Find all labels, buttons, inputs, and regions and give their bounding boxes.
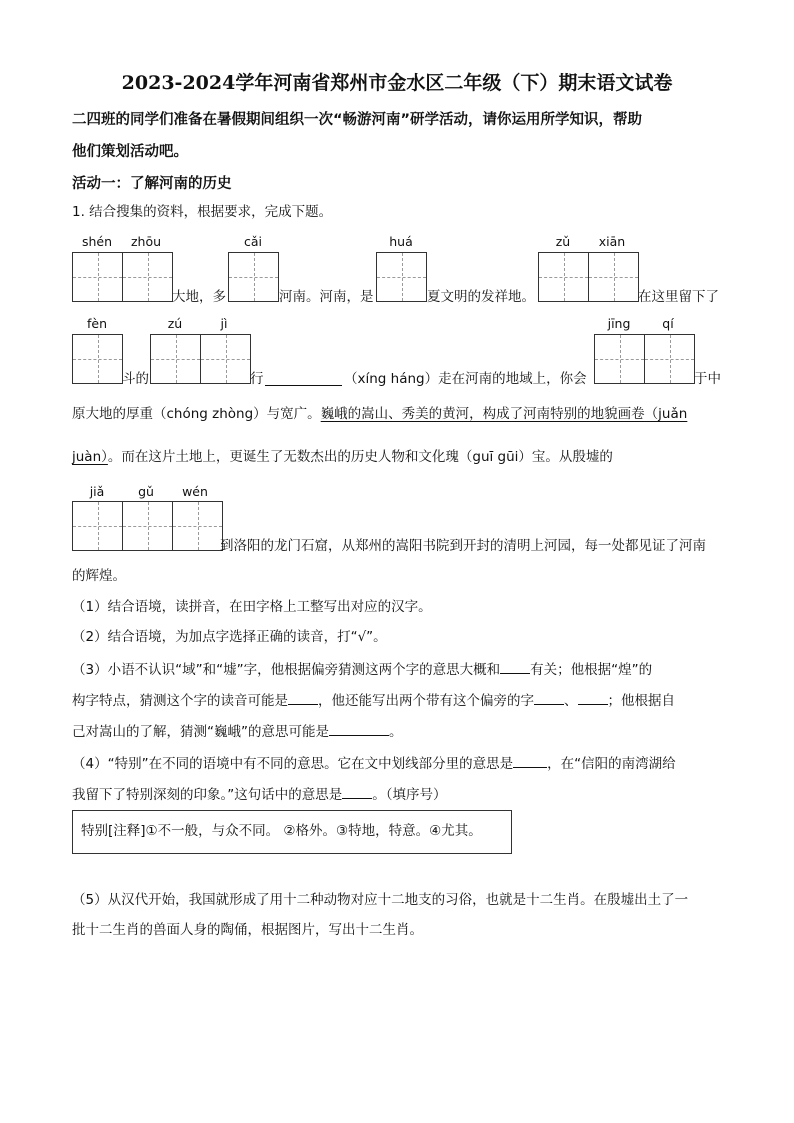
passage-line bbox=[72, 404, 687, 424]
pinyin-fen: fèn bbox=[86, 316, 107, 331]
answer-blank[interactable] bbox=[500, 659, 530, 674]
passage-text: 行 bbox=[250, 371, 264, 387]
intro-line-2: 他们策划活动吧。 bbox=[72, 144, 188, 160]
passage-text: 大地，多 bbox=[172, 289, 226, 305]
subquestion-2: （2）结合语境，为加点字选择正确的读音，打“√”。 bbox=[72, 629, 387, 645]
pinyin-ji: jì bbox=[220, 316, 228, 331]
q-text: 己对嵩山的了解，猜测“巍峨”的意思可能是 bbox=[72, 724, 329, 740]
pinyin-qi: qí bbox=[662, 316, 674, 331]
passage-text: 河南。河南，是 bbox=[279, 289, 374, 305]
answer-blank[interactable] bbox=[329, 721, 389, 736]
tianzige-zuji[interactable] bbox=[150, 334, 251, 384]
intro-line-1: 二四班的同学们准备在暑假期间组织一次“畅游河南”研学活动，请你运用所学知识，帮助 bbox=[72, 112, 643, 128]
tianzige-zuxian[interactable] bbox=[538, 252, 639, 302]
passage-line bbox=[72, 447, 613, 467]
tianzige-jiaguwen[interactable] bbox=[72, 501, 223, 551]
pinyin-zu2: zú bbox=[167, 316, 183, 331]
pinyin-zhou: zhōu bbox=[130, 234, 162, 249]
tianzige-cai[interactable] bbox=[228, 252, 279, 302]
subquestion-3-line-3 bbox=[72, 721, 403, 742]
tianzige-hua[interactable] bbox=[376, 252, 427, 302]
passage-text: 。而在这片土地上，更诞生了无数杰出的历史人物和文化瑰（guī gūi）宝。从殷墟的 bbox=[107, 449, 613, 465]
answer-blank[interactable] bbox=[288, 690, 318, 705]
subquestion-3 bbox=[72, 659, 652, 680]
question-1-prompt: 1. 结合搜集的资料，根据要求，完成下题。 bbox=[72, 204, 333, 220]
passage-text: 原大地的厚重（chóng zhòng）与宽广。 bbox=[72, 406, 321, 422]
pinyin-jing: jīng bbox=[607, 316, 631, 331]
definition-text: 特别[注释]①不一般，与众不同。 ②格外。③特地，特意。④尤其。 bbox=[81, 823, 482, 839]
subquestion-1: （1）结合语境，读拼音，在田字格上工整写出对应的汉字。 bbox=[72, 599, 432, 615]
tianzige-jingqi[interactable] bbox=[594, 334, 695, 384]
tianzige-shenzhou[interactable] bbox=[72, 252, 173, 302]
q-text: ；他根据自 bbox=[607, 693, 675, 709]
subquestion-5: （5）从汉代开始，我国就形成了用十二种动物对应十二地支的习俗，也就是十二生肖。在殷墟出土了一 bbox=[72, 892, 689, 908]
pinyin-xian: xiān bbox=[598, 234, 626, 249]
pinyin-wen: wén bbox=[182, 484, 208, 499]
q-text: 。（填序号） bbox=[372, 787, 447, 803]
passage-text: 的辉煌。 bbox=[72, 568, 126, 584]
q-text: 。 bbox=[389, 724, 403, 740]
answer-blank[interactable] bbox=[578, 690, 608, 705]
subquestion-4-line-2 bbox=[72, 784, 447, 805]
q-text: 我留下了特别深刻的印象。”这句话中的意思是 bbox=[72, 787, 343, 803]
q-text: ，他还能写出两个带有这个偏旁的字 bbox=[318, 693, 534, 709]
underlined-text: 巍峨的嵩山、秀美的黄河，构成了河南特别的地貌画卷（juǎn bbox=[320, 406, 688, 422]
answer-blank[interactable] bbox=[513, 753, 547, 768]
activity-heading: 活动一：了解河南的历史 bbox=[72, 176, 232, 192]
subquestion-4 bbox=[72, 753, 676, 774]
passage-text: 夏文明的发祥地。 bbox=[427, 289, 535, 305]
passage-text: 到洛阳的龙门石窟，从郑州的嵩阳书院到开封的清明上河园，每一处都见证了河南 bbox=[220, 538, 706, 554]
answer-blank[interactable] bbox=[265, 371, 342, 386]
pinyin-hua: huá bbox=[389, 234, 413, 249]
pinyin-jia: jiǎ bbox=[89, 484, 105, 499]
answer-blank[interactable] bbox=[342, 784, 372, 799]
page-title: 2023-2024学年河南省郑州市金水区二年级（下）期末语文试卷 bbox=[121, 72, 673, 94]
tianzige-fen[interactable] bbox=[72, 334, 123, 384]
subquestion-3-line-2 bbox=[72, 690, 675, 711]
pinyin-gu: gǔ bbox=[138, 484, 154, 499]
definition-box bbox=[72, 810, 512, 854]
q-text: ，在“信阳的南湾湖给 bbox=[547, 756, 676, 772]
q-text: 、 bbox=[564, 693, 578, 709]
q-text: 构字特点，猜测这个字的读音可能是 bbox=[72, 693, 288, 709]
passage-text: 斗的 bbox=[122, 371, 149, 387]
passage-text: （xíng háng）走在河南的地域上，你会 bbox=[344, 371, 587, 387]
pinyin-cai: cǎi bbox=[243, 234, 262, 249]
q-text: （3）小语不认识“域”和“墟”字，他根据偏旁猜测这两个字的意思大概和 bbox=[72, 662, 501, 678]
passage-text: 在这里留下了 bbox=[638, 289, 719, 305]
passage-text: 于中 bbox=[694, 371, 721, 387]
answer-blank[interactable] bbox=[534, 690, 564, 705]
subquestion-5-line-2: 批十二生肖的兽面人身的陶俑，根据图片，写出十二生肖。 bbox=[72, 922, 423, 938]
pinyin-shen: shén bbox=[81, 234, 113, 249]
q-text: （4）“特别”在不同的语境中有不同的意思。它在文中划线部分里的意思是 bbox=[72, 756, 514, 772]
underlined-text: juàn） bbox=[72, 449, 108, 465]
pinyin-zu: zǔ bbox=[555, 234, 571, 249]
q-text: 有关；他根据“煌”的 bbox=[530, 662, 653, 678]
